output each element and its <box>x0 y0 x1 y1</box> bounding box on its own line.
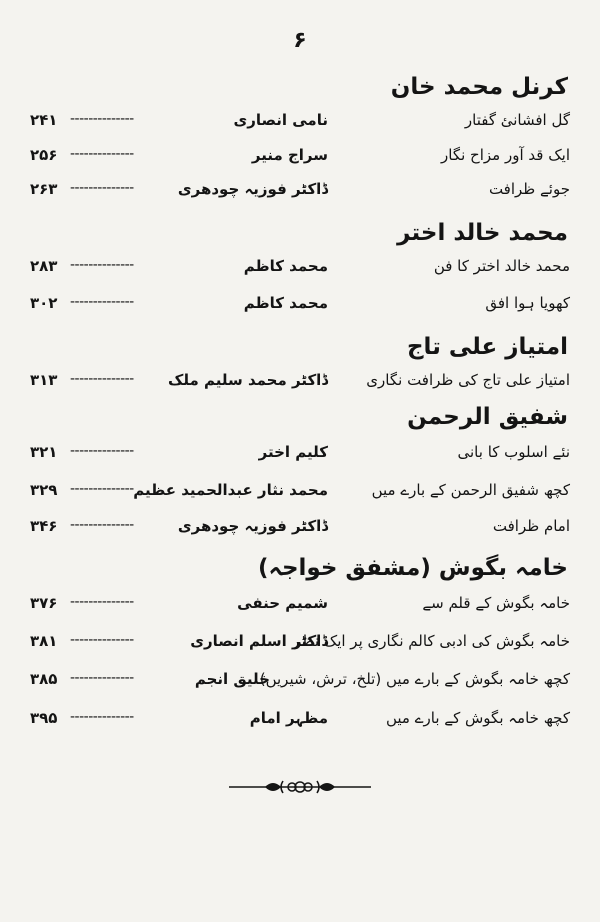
toc-entry[interactable] <box>30 594 570 620</box>
dash-leader: -------------- <box>70 180 134 196</box>
entry-page-number: ۲۸۳ <box>30 257 58 275</box>
entry-page-number: ۲۵۶ <box>30 146 58 164</box>
entry-page-number: ۳۹۵ <box>30 709 58 727</box>
toc-entry[interactable] <box>30 146 570 172</box>
section-heading: کرنل محمد خان <box>390 74 568 100</box>
entry-title: امام ظرافت <box>492 517 570 535</box>
dash-leader: -------------- <box>70 257 134 273</box>
entry-page-number: ۳۲۹ <box>30 481 58 499</box>
dash-leader: -------------- <box>70 146 134 162</box>
toc-entry[interactable] <box>30 111 570 137</box>
dash-leader: -------------- <box>70 371 134 387</box>
toc-entry[interactable] <box>30 709 570 735</box>
entry-title: امتیاز علی تاج کی ظرافت نگاری <box>366 371 570 389</box>
entry-author: ڈاکٹر فوزیہ چودھری <box>177 517 328 535</box>
entry-page-number: ۳۸۵ <box>30 670 58 688</box>
toc-entry[interactable] <box>30 294 570 320</box>
entry-author: ڈاکٹر محمد سلیم ملک <box>167 371 328 389</box>
toc-entry[interactable] <box>30 670 570 696</box>
entry-author: مظہر امام <box>249 709 328 727</box>
toc-entry[interactable] <box>30 180 570 206</box>
toc-entry[interactable] <box>30 257 570 283</box>
end-ornament <box>225 772 375 802</box>
section-heading: امتیاز علی تاج <box>406 334 568 360</box>
dash-leader: -------------- <box>70 294 134 310</box>
dash-leader: -------------- <box>70 443 134 459</box>
entry-title: کچھ خامہ بگوش کے بارے میں (تلخ، ترش، شیریں) <box>259 670 570 688</box>
entry-title: ایک قد آور مزاح نگار <box>441 146 570 164</box>
entry-author: سراج منیر <box>251 146 328 164</box>
entry-page-number: ۲۴۱ <box>30 111 58 129</box>
entry-page-number: ۳۱۳ <box>30 371 58 389</box>
entry-title: خامہ بگوش کے قلم سے <box>422 594 570 612</box>
entry-title: جوئے ظرافت <box>488 180 570 198</box>
entry-title: خامہ بگوش کی ادبی کالم نگاری پر ایک نظر <box>294 632 570 650</box>
toc-entry[interactable] <box>30 517 570 543</box>
entry-page-number: ۳۰۲ <box>30 294 58 312</box>
entry-author: محمد کاظم <box>243 257 328 275</box>
entry-title: کچھ شفیق الرحمن کے بارے میں <box>371 481 570 499</box>
entry-page-number: ۲۶۳ <box>30 180 58 198</box>
toc-entry[interactable] <box>30 371 570 397</box>
page-number: ۶ <box>293 28 307 53</box>
entry-author: محمد کاظم <box>243 294 328 312</box>
entry-page-number: ۳۴۶ <box>30 517 58 535</box>
entry-author: کلیم اختر <box>258 443 328 461</box>
dash-leader: -------------- <box>70 709 134 725</box>
dash-leader: -------------- <box>70 517 134 533</box>
entry-author: خلیق انجم <box>194 670 270 688</box>
entry-page-number: ۳۸۱ <box>30 632 58 650</box>
entry-page-number: ۳۷۶ <box>30 594 58 612</box>
entry-title: محمد خالد اختر کا فن <box>433 257 570 275</box>
section-heading: محمد خالد اختر <box>397 220 568 246</box>
entry-author: ڈاکٹر فوزیہ چودھری <box>177 180 328 198</box>
dash-leader: -------------- <box>70 481 134 497</box>
dash-leader: -------------- <box>70 594 134 610</box>
toc-entry[interactable] <box>30 481 570 507</box>
entry-author: محمد نثار عبدالحمید عظیم <box>133 481 328 499</box>
dash-leader: -------------- <box>70 111 134 127</box>
entry-title: کھویا ہوا افق <box>485 294 570 312</box>
dash-leader: -------------- <box>70 670 134 686</box>
entry-page-number: ۳۲۱ <box>30 443 58 461</box>
section-heading: شفیق الرحمن <box>407 404 568 430</box>
entry-title: کچھ خامہ بگوش کے بارے میں <box>385 709 570 727</box>
entry-author: ڈاکٹر اسلم انصاری <box>190 632 328 650</box>
entry-author: نامی انصاری <box>233 111 328 129</box>
toc-entry[interactable] <box>30 443 570 469</box>
entry-author: شمیم حنفی <box>237 594 328 612</box>
entry-title: گل افشانئ گفتار <box>464 111 570 129</box>
entry-title: نئے اسلوب کا بانی <box>457 443 570 461</box>
dash-leader: -------------- <box>70 632 134 648</box>
section-heading: خامہ بگوش (مشفق خواجہ) <box>257 555 568 581</box>
toc-entry[interactable] <box>30 632 570 658</box>
